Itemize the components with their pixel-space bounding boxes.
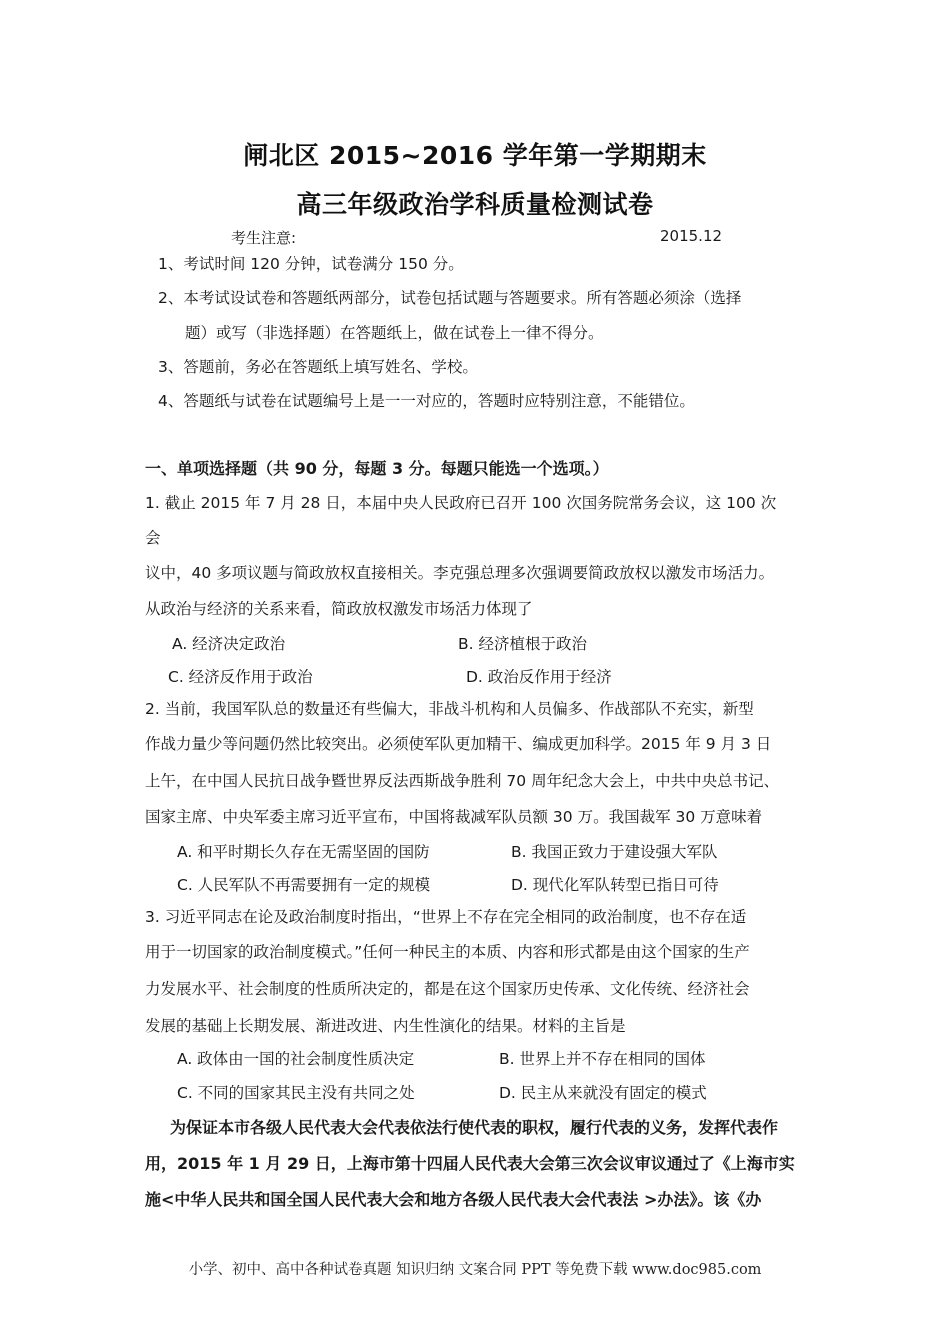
exam-title-line1: 闸北区 2015~2016 学年第一学期期末 bbox=[243, 141, 707, 170]
question-1-option-a: A. 经济决定政治 bbox=[172, 635, 286, 653]
section-heading: 一、单项选择题（共 90 分，每题 3 分。每题只能选一个选项。） bbox=[145, 459, 609, 478]
question-2-line: 作战力量少等问题仍然比较突出。必须使军队更加精干、编成更加科学。2015 年 9 月 3 日 bbox=[145, 735, 772, 753]
question-3-line: 3. 习近平同志在论及政治制度时指出，“世界上不存在完全相同的政治制度，也不存在适 bbox=[145, 908, 747, 926]
footer-download-note: 小学、初中、高中各种试卷真题 知识归纳 文案合同 PPT 等免费下载 www.doc985.com bbox=[188, 1262, 762, 1278]
notice-item: 3、答题前，务必在答题纸上填写姓名、学校。 bbox=[158, 358, 478, 376]
passage-line: 用，2015 年 1 月 29 日，上海市第十四届人民代表大会第三次会议审议通过了《上海市实 bbox=[145, 1154, 795, 1173]
question-3-option-d: D. 民主从来就没有固定的模式 bbox=[499, 1084, 707, 1102]
question-1-option-d: D. 政治反作用于经济 bbox=[466, 668, 612, 686]
question-1-line: 会 bbox=[145, 529, 161, 547]
question-3-option-c: C. 不同的国家其民主没有共同之处 bbox=[177, 1084, 415, 1102]
passage-line: 施<中华人民共和国全国人民代表大会和地方各级人民代表大会代表法 >办法》。该《办 bbox=[145, 1190, 762, 1209]
notice-item: 2、本考试设试卷和答题纸两部分，试卷包括试题与答题要求。所有答题必须涂（选择 bbox=[158, 289, 742, 307]
question-1-line: 从政治与经济的关系来看，简政放权激发市场活力体现了 bbox=[145, 600, 533, 618]
exam-title-line2: 高三年级政治学科质量检测试卷 bbox=[296, 190, 654, 219]
question-1-option-c: C. 经济反作用于政治 bbox=[168, 668, 313, 686]
notice-item: 1、考试时间 120 分钟，试卷满分 150 分。 bbox=[158, 255, 464, 273]
passage-line: 为保证本市各级人民代表大会代表依法行使代表的职权，履行代表的义务，发挥代表作 bbox=[170, 1118, 779, 1137]
question-1-line: 议中，40 多项议题与简政放权直接相关。李克强总理多次强调要简政放权以激发市场活力。 bbox=[145, 564, 775, 582]
notice-item: 题）或写（非选择题）在答题纸上，做在试卷上一律不得分。 bbox=[185, 324, 604, 342]
notice-heading: 考生注意: bbox=[231, 229, 297, 247]
notice-item: 4、答题纸与试卷在试题编号上是一一对应的，答题时应特别注意，不能错位。 bbox=[158, 392, 695, 410]
exam-date: 2015.12 bbox=[660, 227, 723, 245]
question-3-option-b: B. 世界上并不存在相同的国体 bbox=[499, 1050, 706, 1068]
question-1-option-b: B. 经济植根于政治 bbox=[458, 635, 587, 653]
question-1-line: 1. 截止 2015 年 7 月 28 日，本届中央人民政府已召开 100 次国务院常务会议，这 100 次 bbox=[145, 494, 777, 512]
question-2-option-a: A. 和平时期长久存在无需坚固的国防 bbox=[177, 843, 430, 861]
question-3-line: 力发展水平、社会制度的性质所决定的，都是在这个国家历史传承、文化传统、经济社会 bbox=[145, 980, 750, 998]
question-2-option-b: B. 我国正致力于建设强大军队 bbox=[511, 843, 718, 861]
question-3-line: 用于一切国家的政治制度模式。”任何一种民主的本质、内容和形式都是由这个国家的生产 bbox=[145, 943, 750, 961]
question-3-line: 发展的基础上长期发展、渐进改进、内生性演化的结果。材料的主旨是 bbox=[145, 1017, 626, 1035]
question-2-line: 上午，在中国人民抗日战争暨世界反法西斯战争胜利 70 周年纪念大会上，中共中央总书记、 bbox=[145, 772, 780, 790]
question-3-option-a: A. 政体由一国的社会制度性质决定 bbox=[177, 1050, 415, 1068]
question-2-line: 2. 当前，我国军队总的数量还有些偏大，非战斗机构和人员偏多、作战部队不充实，新型 bbox=[145, 700, 754, 718]
question-2-option-c: C. 人民军队不再需要拥有一定的规模 bbox=[177, 876, 431, 894]
question-2-line: 国家主席、中央军委主席习近平宣布，中国将裁减军队员额 30 万。我国裁军 30 万意味着 bbox=[145, 808, 763, 826]
question-2-option-d: D. 现代化军队转型已指日可待 bbox=[511, 876, 719, 894]
